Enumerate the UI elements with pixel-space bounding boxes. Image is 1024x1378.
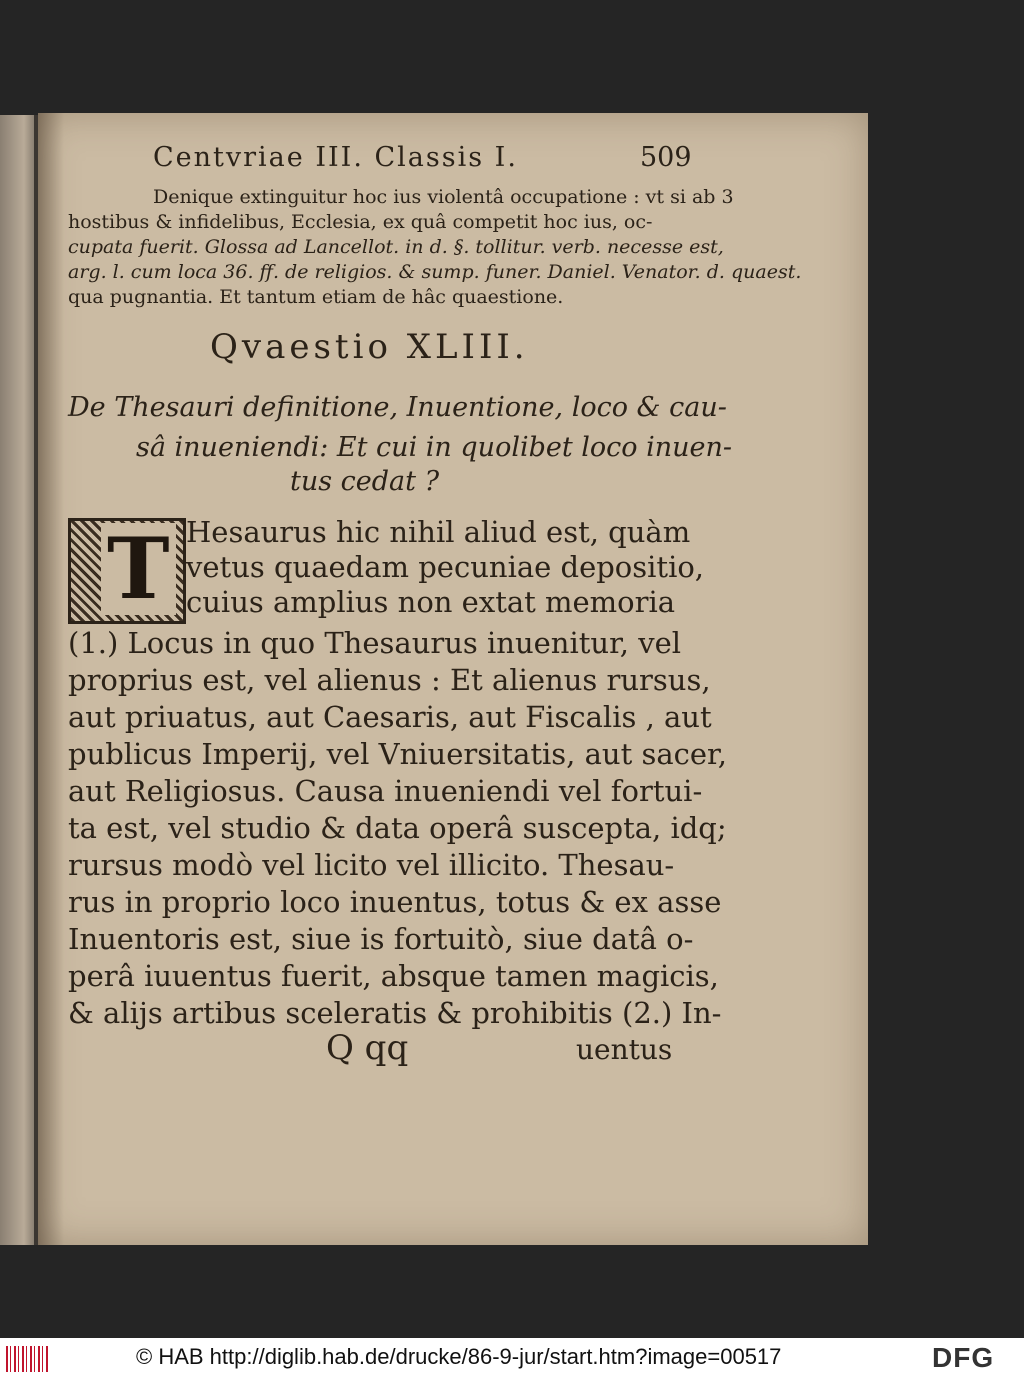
subtitle-line: De Thesauri definitione, Inuentione, loco & cau- bbox=[68, 392, 727, 423]
footnote-line: arg. l. cum loca 36. ff. de religios. & sump. funer. Daniel. Venator. d. quaest. bbox=[68, 261, 802, 283]
body-line: proprius est, vel alienus : Et alienus rursus, bbox=[68, 663, 711, 697]
drop-cap-letter: T bbox=[101, 523, 176, 615]
hab-barcode-logo bbox=[6, 1346, 48, 1372]
footnote-line: qua pugnantia. Et tantum etiam de hâc quaestione. bbox=[68, 286, 564, 308]
body-line: & alijs artibus sceleratis & prohibitis (2.) In- bbox=[68, 996, 722, 1030]
footnote-line: hostibus & infidelibus, Ecclesia, ex quâ competit hoc ius, oc- bbox=[68, 211, 653, 233]
question-title: Qvaestio XLIII. bbox=[210, 327, 529, 367]
body-line: rus in proprio loco inuentus, totus & ex asse bbox=[68, 885, 722, 919]
copyright-link[interactable]: © HAB http://diglib.hab.de/drucke/86-9-jur/start.htm?image=00517 bbox=[136, 1344, 782, 1369]
decorated-initial bbox=[68, 518, 186, 624]
page-number: 509 bbox=[640, 142, 692, 173]
body-line: Inuentoris est, siue is fortuitò, siue datâ o- bbox=[68, 922, 694, 956]
signature-mark: Q qq bbox=[326, 1028, 409, 1068]
body-line: (1.) Locus in quo Thesaurus inuenitur, vel bbox=[68, 626, 682, 660]
viewer-footer bbox=[0, 1338, 1024, 1378]
body-line: ta est, vel studio & data operâ suscepta, idq; bbox=[68, 811, 727, 845]
page-gutter-shadow bbox=[38, 113, 64, 1245]
body-line: aut Religiosus. Causa inueniendi vel fortui- bbox=[68, 774, 703, 808]
body-line: vetus quaedam pecuniae depositio, bbox=[186, 550, 705, 584]
body-line: perâ iuuentus fuerit, absque tamen magicis, bbox=[68, 959, 719, 993]
book-page bbox=[38, 113, 868, 1245]
body-line: rursus modò vel licito vel illicito. Thesau- bbox=[68, 848, 675, 882]
body-line: Hesaurus hic nihil aliud est, quàm bbox=[186, 515, 691, 549]
subtitle-line: tus cedat ? bbox=[290, 466, 440, 497]
subtitle-line: sâ inueniendi: Et cui in quolibet loco inuen- bbox=[136, 432, 733, 463]
body-line: publicus Imperij, vel Vniuersitatis, aut sacer, bbox=[68, 737, 727, 771]
body-line: aut priuatus, aut Caesaris, aut Fiscalis , aut bbox=[68, 700, 712, 734]
body-line: cuius amplius non extat memoria bbox=[186, 585, 676, 619]
running-header: Centvriae III. Classis I. bbox=[153, 142, 518, 173]
footnote-line: cupata fuerit. Glossa ad Lancellot. in d. §. tollitur. verb. necesse est, bbox=[68, 236, 724, 258]
footnote-line: Denique extinguitur hoc ius violentâ occupatione : vt si ab 3 bbox=[153, 186, 734, 208]
dfg-logo: DFG bbox=[932, 1342, 995, 1373]
facing-page-edge bbox=[0, 115, 40, 1245]
catchword: uentus bbox=[576, 1033, 673, 1066]
